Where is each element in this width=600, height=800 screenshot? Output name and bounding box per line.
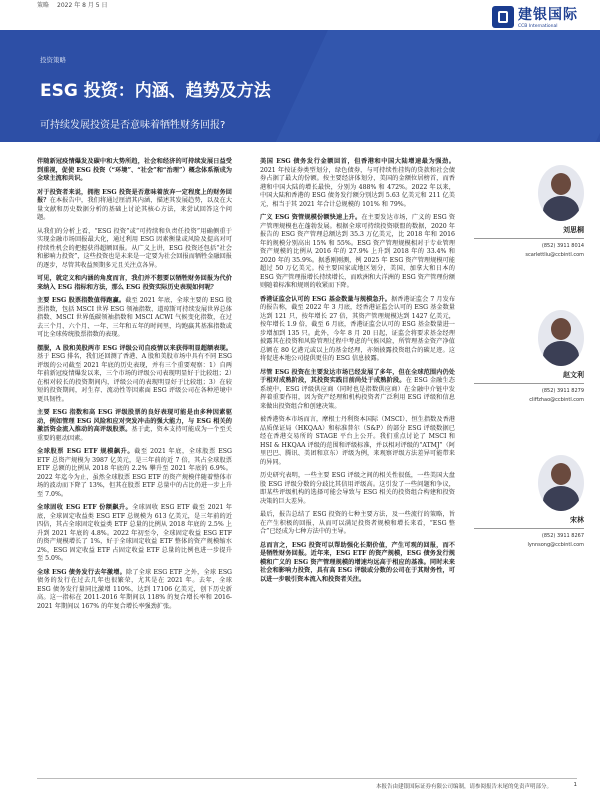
report-date: 2022 年 8 月 5 日 — [57, 2, 108, 9]
paragraph: 美国 ESG 债务发行金额回首，但香港和中国大陆增速最为强劲。2021 年按证券类型划分，绿色债券，与可持续性挂钩的贷款和社会债券占据了最大的份额。按主要经济体划分，美国的金额位居榜首，而香港和中国大陆的增长最快，分别为 488% 和 472%。2022 年以来，中国大陆和香港的 ESG 债务发行额分别达到 5.63 亿美元和 211 亿美元，相当于其 2021 年合计总规模的 101% 和 79%。 — [260, 158, 455, 208]
ccb-logo-icon — [492, 6, 514, 28]
report-kicker: 投资策略 — [40, 56, 66, 64]
report-type: 策略 — [37, 2, 50, 9]
analyst-phone: (852) 3911 8267 — [541, 533, 584, 539]
analyst-card — [474, 165, 584, 310]
paragraph: 全球 ESG 债务发行去年激增。除了全球 ESG ETF 之外，全球 ESG 债务的发行在过去几年也很繁荣，尤其是在 2021 年。去年，全球 ESG 债务发行量同比激增 110%，达到 17106 亿美元，创下历史新高。这一指标在 2011-2016 年期间以 118% 的复合增长率和 2016-2021 年期间以 167% 的年复合增长率强劲扩张。 — [37, 568, 233, 610]
logo-cn-text: 建银国际 — [518, 7, 578, 23]
page-number: 1 — [573, 782, 577, 788]
analyst-photo — [538, 455, 584, 511]
analyst-email[interactable]: lynnsong@ccbintl.com — [527, 542, 584, 548]
analyst-email[interactable]: cliffzhao@ccbintl.com — [529, 397, 584, 403]
paragraph: 香港证监会认可的 ESG 基金数量与规模急升。据香港证监会 7 月发布的报告称，截至 2022 年 3 月底，经香港证监会认可的 ESG 基金数量达到 121 只，按年增长 27 倍，其资产管理规模达到 1427 亿美元，按年增长 1.9 倍，截至 6 月底，香港证监会认可的 ESG 基金数量进一步增加到 135 只。此外，今年 8 月 20 日起，证监会将要求基金经理披露其在投资和风险管理过程中考虑的气候风险，所管理基金资产净值总额在 80 亿港元或以上的基金经理，亦须披露投资组合的碳足迹。这将促进本地公司提供更佳的 ESG 信息披露。 — [260, 295, 456, 362]
paragraph: 全球固收 ESG ETF 份额飙升。全球固收 ESG ETF 截至 2021 年底，全球固定收益类 ESG ETF 总规模为 613 亿美元，是三年前的近四倍，其占全球固定收益类 ETF 总量的比例从 2018 年底的 2.5% 上升到 2021 年底的 4.8%。2022 年初至今，全球固定收益 ESG ETF 的资产规模增长了 1%，好于全球固定收益 ETF 整体的资产规模缩水 2%，ESG 固定收益 ETF 占固定收益 ETF 总量的比例也进一步提升至 5.0%。 — [37, 504, 232, 562]
analyst-name: 刘思桐 — [563, 226, 584, 234]
analyst-panel — [474, 165, 584, 600]
logo-en-text: CCB International — [518, 24, 558, 29]
paragraph: 可见，就定义和内涵的角度而言，我们并不想要以牺牲财务回报为代价来纳入 ESG 指标和方法，那么 ESG 投资实际历史表现如何呢？ — [37, 275, 232, 291]
paragraph: 主要 ESG 指数和高 ESG 评级股票的良好表现可能是由多种因素驱动，例如管理 ESG 风险和应对突发冲击的强大能力，与 ESG 相关的激活资金流入推动的高评级股票。基于此，资本支持可能成为一个至关重要的驱动因素。 — [37, 409, 232, 442]
analyst-card — [474, 310, 584, 455]
analyst-photo — [538, 310, 584, 366]
divider — [474, 383, 584, 384]
disclaimer-text: 本报告由建银国际证券有限公司编制，请参阅报告末尾的免责声明部分。 — [375, 784, 552, 790]
report-subtitle: 可持续发展投资是否意味着牺牲财务回报? — [40, 120, 226, 131]
analyst-contact — [527, 532, 584, 550]
analyst-photo — [538, 165, 584, 221]
ccb-international-logo — [492, 4, 578, 29]
page-header — [0, 0, 600, 30]
analyst-contact — [529, 387, 584, 405]
analyst-card — [474, 455, 584, 600]
page-footer — [37, 778, 577, 790]
report-title: ESG 投资：内涵、趋势及方法 — [40, 81, 271, 101]
divider — [474, 528, 584, 529]
divider — [474, 238, 584, 239]
analyst-phone: (852) 3911 8014 — [541, 243, 584, 249]
analyst-name: 宋林 — [570, 516, 584, 524]
analyst-contact — [525, 242, 584, 260]
paragraph: 广义 ESG 资管规模份额快速上升。在主要发达市场，广义的 ESG 资产管理规模也在蓬勃发展。根据全球可持续投资联盟的数据，2020 年报告的 ESG 资产管理总额达到 35.3 万亿美元，比 2018 年和 2016 年的规模分别高出 15% 和 55%。ESG 资产管理规模相对于专业管理资产规模的比例从 2016 年的 27.9% 上升到 2018 年的 33.4% 和 2020 年的 35.9%。据悉刚刚测，例 2025 年 ESG 资产管理规模可能超过 50 万亿美元。按主要国家或地区划分，美国、加拿大和日本的 ESG 资产管理报增长持续增长，而欧洲和大洋洲的 ESG 资产管理份额则随着标准和规则的收紧而下降。 — [260, 214, 456, 289]
analyst-email[interactable]: scarlettliu@ccbintl.com — [525, 252, 584, 258]
analyst-name: 赵文利 — [563, 371, 584, 379]
paragraph: 被香港资本市场而言，摩根士丹利资本国际（MSCI）、恒生指数及香港品质保证局（HKQAA）和标准普尔（S&P）的部分 ESG 评级数据已经在香港交易所的 STAGE 平台上公开。我们重点讨论了 MSCI 和 HSI & HKQAA 评级的范围和评级标准，并以相对评级的“ATMJ”（阿里巴巴、腾讯、美团和京东）评级为例，来观察评级方法差异可能带来的异同。 — [260, 416, 455, 466]
summary-column-right — [260, 158, 455, 589]
paragraph: 全球股票 ESG ETF 规模飙升。截至 2021 年底，全球股票 ESG ETF 总资产规模为 3987 亿美元，是三年前的近 7 倍，其占全球股票 ETF 总额的比例从 2018 年底的 2.2% 攀升至 2021 年底的 6.9%。2022 年迄今为止，虽然全球股票 ESG ETF 的资产规模伴随着整体市场的波动而下降了 13%，但其在股票 ETF 总量中的占比仍进一步上升至 7.0%。 — [37, 448, 232, 498]
paragraph: 历史研究表明，一些主要 ESG 评级之间的相关性很低，一些美国大盘股 ESG 评级分数的分歧比其信用评级高。这引发了一些问题和争议，即某些评级机构的选择可能会导致与 ESG 相关的投资组合构建和投资决策的巨大差异。 — [260, 472, 455, 505]
paragraph: 主要 ESG 股票指数值得跑赢。截至 2021 年底，全球主要的 ESG 股票指数，包括 MSCI 世界 ESG 领袖指数、道琼斯可持续发展世界总体指数、MSCI 世界低碳领袖指数和 MSCI ACWI 气候变化指数，在过去三个月、六个月、一年、三年和五年的时间里，均跑赢其基准指数或可比全球传统股票指数的表现。 — [37, 297, 233, 338]
analyst-phone: (852) 3911 8279 — [541, 388, 584, 394]
paragraph: 对于投资者来说，拥抱 ESG 投资是否意味着放弃一定程度上的财务回报？在本报告中，我们将通过厘清其内涵，描述其发展趋势，以及在大量文献和历史数据分析的基础上讨论其核心方法，来尝试回答这个问题。 — [37, 188, 233, 221]
title-banner — [0, 30, 600, 142]
paragraph: 摆脱，A 股和美股两市 ESG 评级公司自疫情以来获得明显超额表现。基于 ESG 排名，我们还回测了香港、A 股和美股市场中具有不同 ESG 评级的公司截至 2021 年底的历史表现，并有三个重要观察：1）自两年前新冠疫情爆发以来，三个市场的评级公司表现明显好于比较组；2）在相对较长的投资期间内，评级公司的表现明显好于比较组；3）在较短的投资期间，对生存、流动性等因素面 ESG 评级公司在各种逆境中更具韧性。 — [37, 344, 232, 403]
header-meta — [37, 0, 115, 9]
paragraph: 从我们的分析上看，“ESG 投资”或“可持续和负责任投资”用确侧重于实现金融市场回报最大化，通过利用 ESG 因素衡量或风险及提高对可持续性机会的把握获得超额回报。从广义上讲，ESG 投资还包括“社会和影响力投资”，这些投资也是未来是一定要为社会回报而牺牲金融回报的逐步，尽管其收益预期多元且关注点各异。 — [37, 227, 232, 269]
summary-column-left — [37, 158, 232, 616]
paragraph: 尽管 ESG 投资在主要发达市场已经发展了多年，但在全球范围内仍处于相对成熟阶段，其投资实践目前尚处于成熟阶段。在 ESG 金融生态系统中，ESG 评级供应商（同时也是指数供应商）在金融中介链中发挥着重要作用，因为资产经理和机构投资者广泛利用 ESG 评级和信息来做出投资组合和创建决策。 — [260, 368, 455, 410]
paragraph: 最后，报告总结了 ESG 投资的七种主要方法，及一些流行的策略，旨在产生积极的回报，从而可以满足投资者规模和增长来看，“ESG 整合”已经成为七种方法中的主导。 — [260, 511, 455, 535]
paragraph: 总而言之，ESG 投资可以帮助强化长期价值，产生可观的回报，而不是牺牲财务回报。近年来，ESG ETF 的资产规模，ESG 债务发行规模和广义的 ESG 资产管理规模的增速均远高于相应的基准。同时未来社会和影响力投资，具有高 ESG 评级或分数的公司在于其财务性，可以进一步吸引资本流入和投资者关注。 — [260, 541, 455, 583]
paragraph: 伴随新冠疫情爆发及碳中和大势所趋，社会和经济的可持续发展日益受到重视，促使 ESG 投资（“环境”、“社会”和“治理”）概念体系渐成为全球主流和共识。 — [37, 158, 232, 182]
